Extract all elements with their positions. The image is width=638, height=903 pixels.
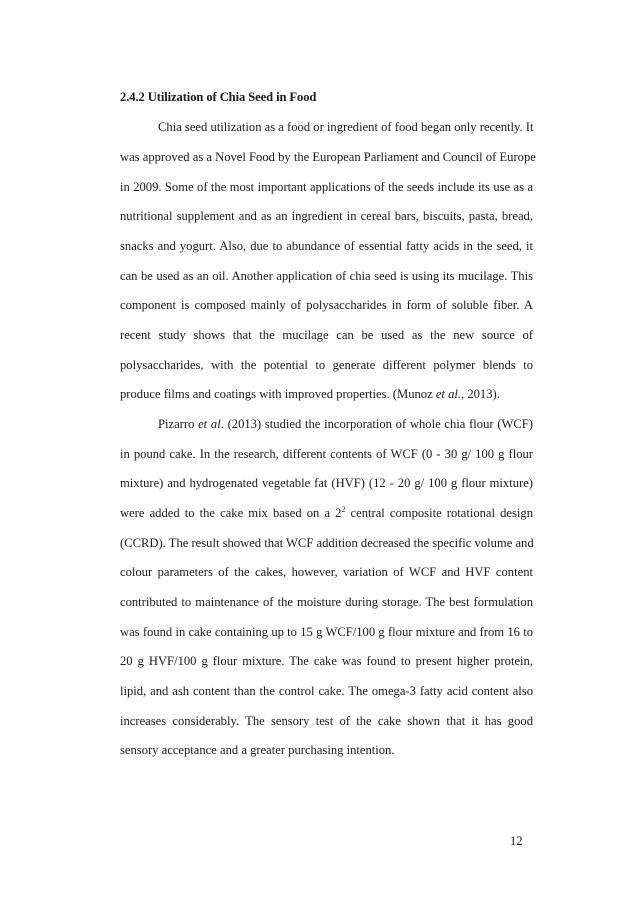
paragraph-2-line: increases considerably. The sensory test of the cake shown that it has good (120, 714, 533, 728)
paragraph-2-line: 20 g HVF/100 g flour mixture. The cake was found to present higher protein, (120, 654, 533, 668)
paragraph-1-line: can be used as an oil. Another application of chia seed is using its mucilage. This (120, 269, 533, 283)
paragraph-1-last-line (120, 386, 533, 402)
section-heading: 2.4.2 Utilization of Chia Seed in Food (120, 90, 317, 104)
text-run: produce films and coatings with improved properties. (Munoz (120, 387, 436, 401)
paragraph-1-line: in 2009. Some of the most important applications of the seeds include its use as a (120, 180, 533, 194)
page-number: 12 (510, 834, 523, 848)
text-run: . (2013) studied the incorporation of whole chia flour (WCF) (220, 417, 533, 431)
italic-citation: et al (198, 417, 221, 431)
paragraph-2-line: was found in cake containing up to 15 g WCF/100 g flour mixture and from 16 to (120, 625, 533, 639)
text-run: central composite rotational design (345, 506, 533, 520)
italic-citation: et al. (435, 387, 462, 401)
paragraph-2-last-line: sensory acceptance and a greater purchasing intention. (120, 743, 395, 757)
paragraph-2-first-line (158, 416, 533, 432)
paragraph-2-line: mixture) and hydrogenated vegetable fat (HVF) (12 - 20 g/ 100 g flour mixture) (120, 476, 533, 490)
paragraph-1-line: recent study shows that the mucilage can be used as the new source of (120, 328, 533, 342)
paragraph-2-line: colour parameters of the cakes, however, variation of WCF and HVF content (120, 565, 533, 579)
paragraph-1-line: snacks and yogurt. Also, due to abundance of essential fatty acids in the seed, it (120, 239, 533, 253)
paragraph-1-line: component is composed mainly of polysaccharides in form of soluble fiber. A (120, 298, 533, 312)
text-run: were added to the cake mix based on a 2 (120, 506, 342, 520)
text-run: Pizarro (158, 417, 199, 431)
paragraph-2-line (120, 505, 533, 521)
paragraph-2-line: in pound cake. In the research, different contents of WCF (0 - 30 g/ 100 g flour (120, 447, 533, 461)
superscript: 2 (341, 504, 346, 514)
paragraph-1-line: nutritional supplement and as an ingredient in cereal bars, biscuits, pasta, bread, (120, 209, 533, 223)
paragraph-1-line: was approved as a Novel Food by the European Parliament and Council of Europe (120, 150, 536, 164)
paragraph-2-line: contributed to maintenance of the moisture during storage. The best formulation (120, 595, 533, 609)
paragraph-2-line: (CCRD). The result showed that WCF addition decreased the specific volume and (120, 536, 534, 550)
paragraph-1-line: polysaccharides, with the potential to generate different polymer blends to (120, 358, 533, 372)
paragraph-1-line: Chia seed utilization as a food or ingredient of food began only recently. It (158, 120, 534, 134)
paragraph-2-line: lipid, and ash content than the control cake. The omega-3 fatty acid content also (120, 684, 533, 698)
text-run: , 2013). (461, 387, 500, 401)
